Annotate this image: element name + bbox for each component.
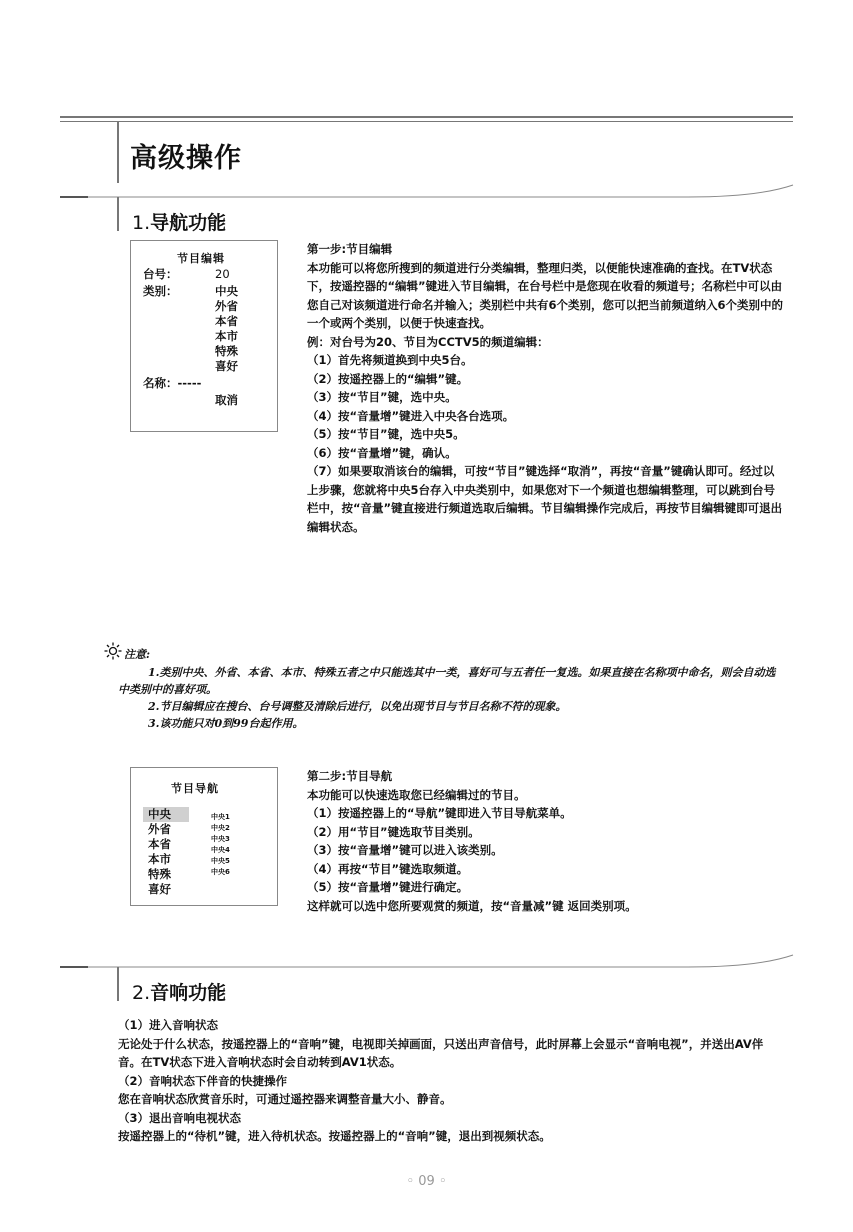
step1-paragraph: （3）按“节目”键，选中央。 (307, 390, 457, 404)
audio-subheading: （3）退出音响电视状态 (118, 1110, 242, 1125)
guide-menu-category: 中央 (148, 807, 171, 821)
step2-heading: 第二步:节目导航 (307, 769, 393, 783)
section-heading-audio: 2.音响功能 (132, 982, 227, 1004)
step1-paragraph: （6）按“音量增”键，确认。 (307, 445, 457, 460)
edit-menu-category: 特殊 (215, 344, 238, 358)
section2-rule-curve (88, 952, 798, 972)
edit-menu-screen (130, 240, 278, 432)
section1-rule-dark (60, 196, 88, 198)
step1-paragraph: （2）按遥控器上的“编辑”键。 (307, 371, 469, 386)
audio-paragraph: 您在音响状态欣赏音乐时，可通过遥控器来调整音量大小、静音。 (118, 1092, 452, 1106)
step1-heading: 第一步:节目编辑 (307, 242, 393, 256)
note-item: 3.该功能只对0到99台起作用。 (148, 717, 304, 730)
title-vertical-bar (117, 121, 119, 183)
guide-menu-channel: 中央1 (211, 813, 230, 821)
edit-menu-category-label: 类别： (143, 284, 178, 298)
guide-menu-channel: 中央5 (211, 857, 230, 865)
section2-vertical-bar (117, 967, 119, 1001)
step2-paragraph: （5）按“音量增”键进行确定。 (307, 880, 469, 894)
section-heading-nav: 1.导航功能 (132, 212, 227, 234)
step1-paragraph: 例：对台号为20、节目为CCTV5的频道编辑： (307, 334, 549, 349)
step1-paragraph: （5）按“节目”键，选中央5。 (307, 427, 465, 441)
note-item: 2.节目编辑应在搜台、台号调整及清除后进行，以免出现节目与节目名称不符的现象。 (148, 700, 567, 713)
audio-paragraph: 按遥控器上的“待机”键，进入待机状态。按遥控器上的“音响”键，退出到视频状态。 (118, 1129, 551, 1143)
step1-paragraph: （1）首先将频道换到中央5台。 (307, 353, 473, 367)
step1-paragraph: （4）按“音量增”键进入中央各台选项。 (307, 408, 515, 423)
guide-menu-screen (130, 767, 278, 906)
header-rule-top (60, 116, 793, 118)
step2-paragraph: （1）按遥控器上的“导航”键即进入节目导航菜单。 (307, 806, 572, 820)
edit-menu-number-label: 台号： (143, 267, 178, 281)
guide-menu-channel: 中央6 (211, 868, 230, 876)
step2-paragraph: 这样就可以选中您所要观赏的频道，按“音量减”键 返回类别项。 (307, 898, 637, 913)
step1-paragraph: 本功能可以将您所搜到的频道进行分类编辑，整理归类，以便能快速准确的查找。在TV状态下，按遥控器的“编辑”键进入节目编辑，在台号栏中是您现在收看的频道号；名称栏中可以由您自己对该频道进行命名并输入；类别栏中共有6个类别，您可以把当前频道纳入6个类别中的一个或两个类别，以便于快速查找。 (307, 260, 783, 330)
guide-menu-category: 外省 (148, 822, 171, 836)
step2-paragraph: （3）按“音量增”键可以进入该类别。 (307, 843, 503, 857)
guide-menu-channel: 中央4 (211, 846, 230, 854)
step1-text (307, 240, 785, 536)
edit-menu-category: 本市 (215, 329, 238, 343)
guide-menu-channel: 中央3 (211, 835, 230, 843)
audio-text (118, 1016, 786, 1146)
audio-paragraph: 无论处于什么状态，按遥控器上的“音响”键，电视即关掉画面，只送出声音信号，此时屏幕上会显示“音响电视”，并送出AV伴音。在TV状态下进入音响状态时会自动转到AV1状态。 (118, 1036, 764, 1069)
audio-subheading: （1）进入音响状态 (118, 1018, 219, 1032)
step2-paragraph: （2）用“节目”键选取节目类别。 (307, 824, 480, 839)
section2-rule-dark (60, 966, 88, 968)
sun-icon (104, 642, 122, 660)
edit-menu-name-label: 名称：----- (143, 376, 202, 390)
guide-menu-title: 节目导航 (171, 782, 219, 795)
page-number: ◦ 09 ◦ (406, 1174, 447, 1189)
step2-paragraph: （4）再按“节目”键选取频道。 (307, 861, 469, 876)
guide-menu-category: 本省 (148, 837, 171, 851)
guide-menu-category: 本市 (148, 852, 171, 866)
guide-menu-channel: 中央2 (211, 824, 230, 832)
note-item: 1.类别中央、外省、本省、本市、特殊五者之中只能选其中一类，喜好可与五者任一复选。如果直接在名称项中命名，则会自动选中类别中的喜好项。 (118, 666, 776, 696)
edit-menu-cancel: 取消 (215, 393, 238, 407)
edit-menu-category: 喜好 (215, 359, 238, 373)
edit-menu-category: 本省 (215, 314, 238, 328)
step2-paragraph: 本功能可以快速选取您已经编辑过的节目。 (307, 787, 526, 802)
edit-menu-number-value: 20 (215, 267, 230, 281)
step1-paragraph: （7）如果要取消该台的编辑，可按“节目”键选择“取消”，再按“音量”键确认即可。经过以上步骤，您就将中央5台存入中央类别中，如果您对下一个频道也想编辑整理，可以跳到台号栏中，按“音量”键直接进行频道选取后编辑。节目编辑操作完成后，再按节目编辑键即可退出编辑状态。 (307, 464, 783, 534)
audio-subheading: （2）音响状态下伴音的快捷操作 (118, 1073, 287, 1088)
section1-rule-curve (88, 182, 798, 202)
edit-menu-category: 中央 (215, 284, 238, 298)
edit-menu-title: 节目编辑 (177, 252, 225, 265)
note-label: 注意: (124, 648, 151, 661)
edit-menu-category: 外省 (215, 299, 238, 313)
step2-text (307, 767, 785, 915)
section1-vertical-bar (117, 197, 119, 231)
page-title: 高级操作 (130, 143, 242, 174)
note-block (118, 664, 786, 732)
guide-menu-category: 喜好 (148, 882, 171, 896)
header-rule-bottom (60, 121, 793, 122)
guide-menu-category: 特殊 (148, 867, 171, 881)
